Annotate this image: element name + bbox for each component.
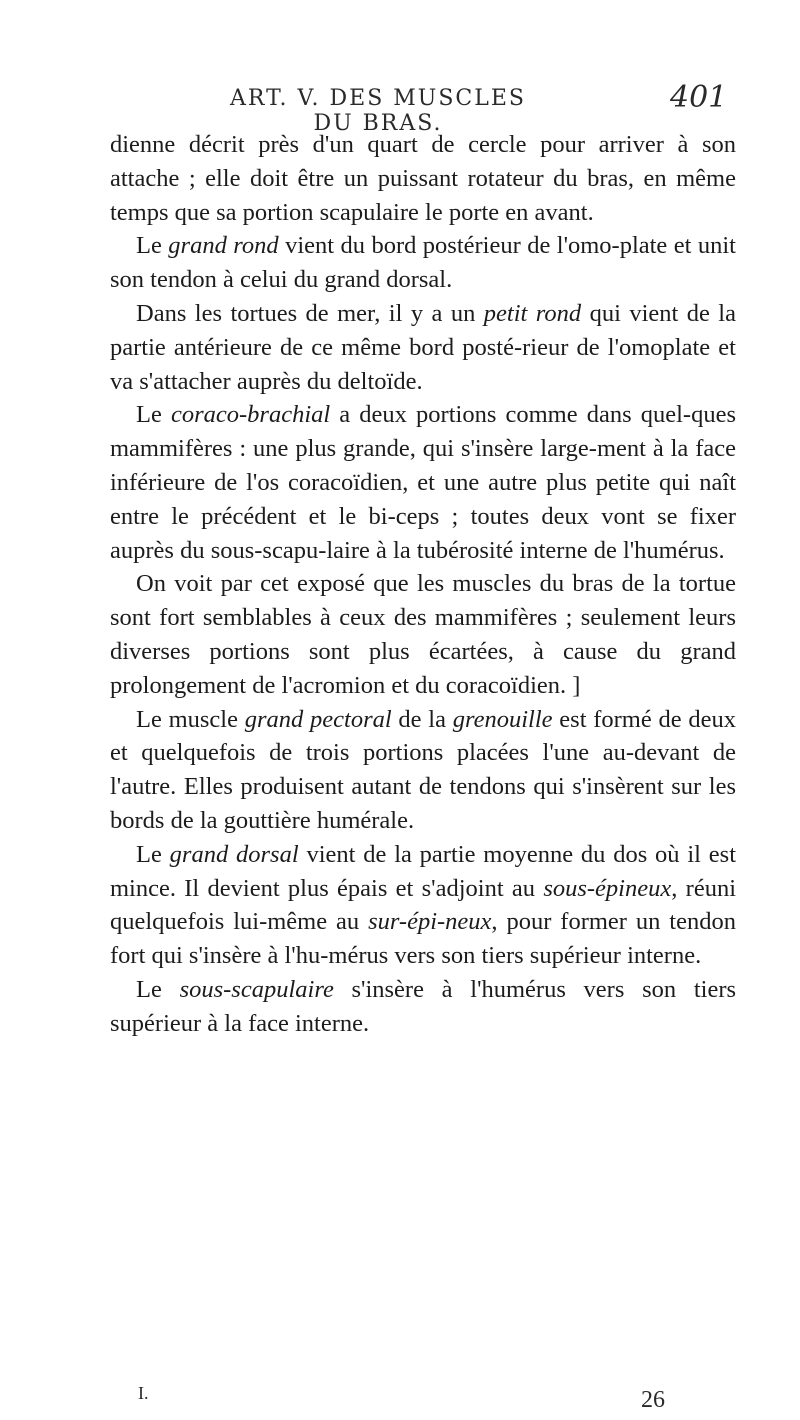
text-run: , réuni quelquefois lui-même au [110,874,736,936]
italic-term: grand rond [168,232,279,260]
text-run: vient de la partie moyenne du dos où il est mince. Il devient plus épais et s'adjoint au [110,840,736,902]
running-head: ART. V. DES MUSCLES DU BRAS. [230,86,526,136]
text-run: Le [136,232,169,260]
text-run: qui vient de la partie antérieure de ce même bord posté-rieur de l'omoplate et va s'attacher auprès du deltoïde. [110,299,736,395]
paragraph [110,838,736,973]
italic-term: petit rond [483,299,582,327]
text-run: dienne décrit près d'un quart de cercle pour arriver à son attache ; elle doit être un puissant rotateur du bras, en même temps que sa portion scapulaire le porte en avant. [110,131,736,226]
text-run: est formé de deux et quelquefois de trois portions placées l'une au-devant de l'autre. Elles produisent autant de tendons qui s'insèrent sur les bords de la gouttière humérale. [110,705,736,834]
paragraph [110,973,736,1041]
text-run: On voit par cet exposé que les muscles du bras de la tortue sont fort semblables à ceux des mammifères ; seulement leurs diverses portions sont plus écartées, à cause du grand prolongement de l'acromion et du coracoïdien. ] [110,570,736,699]
italic-term: sur-épi-neux [368,908,492,936]
text-run: s'insère à l'humérus vers son tiers supérieur à la face interne. [110,975,737,1037]
text-run: Le [136,975,180,1003]
paragraph [110,128,736,229]
body-text [110,128,736,1041]
text-run: vient du bord postérieur de l'omo-plate et unit son tendon à celui du grand dorsal. [110,232,736,294]
signature-mark: 26 [641,1387,665,1413]
italic-term: sous-scapulaire [179,975,334,1003]
volume-mark: I. [138,1383,149,1403]
paragraph [110,567,736,702]
text-run: a deux portions comme dans quel-ques mammifères : une plus grande, qui s'insère large-ment à la face inférieure de l'os coracoïdien, et une autre plus petite qui naît entre le précédent et le bi-ceps ; toutes deux vont se fixer auprès du sous-scapu-laire à la tubérosité interne de l'humérus. [110,401,736,564]
text-run: Le [136,401,171,429]
italic-term: coraco-brachial [170,401,331,429]
text-run: de la [391,705,453,733]
italic-term: sous-épineux [543,874,672,902]
paragraph [110,703,736,838]
italic-term: grenouille [452,705,553,733]
page-number: 401 [670,80,728,115]
paragraph [110,297,736,398]
paragraph [110,398,736,567]
italic-term: grand pectoral [244,705,392,733]
text-run: Le [136,840,170,868]
text-run: Le muscle [136,705,245,733]
italic-term: grand dorsal [169,840,299,868]
paragraph [110,229,736,297]
text-run: , pour former un tendon fort qui s'insère à l'hu-mérus vers son tiers supérieur interne. [110,908,736,970]
text-run: Dans les tortues de mer, il y a un [136,299,484,327]
